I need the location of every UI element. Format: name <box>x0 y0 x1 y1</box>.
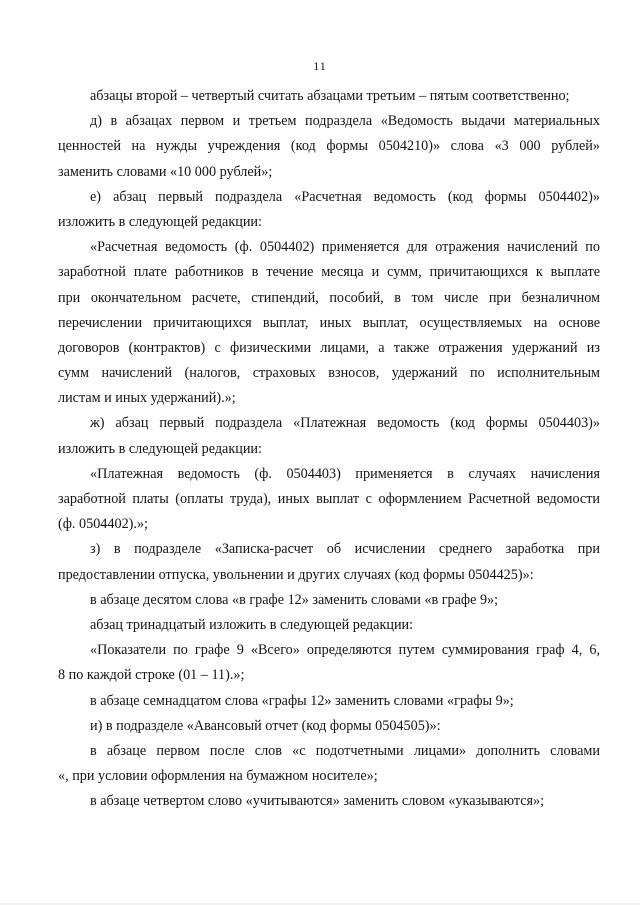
text-line: изложить в следующей редакции: <box>58 440 262 457</box>
text-line: предоставлении отпуска, увольнении и других случаях (код формы 0504425)»: <box>58 566 534 583</box>
text-line: и) в подразделе «Авансовый отчет (код формы 0504505)»: <box>90 717 441 734</box>
text-line: изложить в следующей редакции: <box>58 213 262 230</box>
text-line: перечислении причитающихся выплат, иных выплат, осуществляемых на основе <box>58 314 600 331</box>
text-line: ценностей на нужды учреждения (код формы 0504210)» слова «3 000 рублей» <box>58 138 600 155</box>
text-line: д) в абзацах первом и третьем подраздела «Ведомость выдачи материальных <box>90 113 600 130</box>
text-line: абзацы второй – четвертый считать абзацами третьим – пятым соответственно; <box>90 88 570 104</box>
text-line: «Показатели по графе 9 «Всего» определяются путем суммирования граф 4, 6, <box>90 642 600 659</box>
text-line: з) в подразделе «Записка-расчет об исчислении среднего заработка при <box>90 541 600 558</box>
text-line: сумм начислений (налогов, страховых взносов, удержаний по исполнительным <box>58 365 600 382</box>
text-line: заменить словами «10 000 рублей»; <box>58 163 273 180</box>
page-number: 11 <box>313 59 327 73</box>
text-line: заработной плате работников в течение месяца и сумм, причитающихся к выплате <box>58 264 600 281</box>
text-line: в абзаце первом после слов «с подотчетными лицами» дополнить словами <box>90 742 600 759</box>
text-line: в абзаце четвертом слово «учитываются» заменить словом «указываются»; <box>90 793 545 810</box>
text-line: при окончательном расчете, стипендий, пособий, в том числе при безналичном <box>58 289 600 306</box>
text-line: заработной платы (оплаты труда), иных выплат с оформлением Расчетной ведомости <box>58 491 600 507</box>
text-line: «, при условии оформления на бумажном носителе»; <box>58 768 378 785</box>
text-line: в абзаце десятом слова «в графе 12» заменить словами «в графе 9»; <box>90 591 499 608</box>
text-line: договоров (контрактов) с физическими лицами, а также отражения удержаний из <box>58 339 600 356</box>
text-line: е) абзац первый подраздела «Расчетная ведомость (код формы 0504402)» <box>90 188 600 205</box>
text-line: 8 по каждой строке (01 – 11).»; <box>58 667 245 684</box>
text-line: «Платежная ведомость (ф. 0504403) применяется в случаях начисления <box>90 465 600 482</box>
document-body <box>58 84 600 814</box>
text-line: абзац тринадцатый изложить в следующей редакции: <box>90 616 414 633</box>
text-line: листам и иных удержаний).»; <box>58 390 236 407</box>
text-line: ж) абзац первый подраздела «Платежная ведомость (код формы 0504403)» <box>90 415 600 432</box>
text-line: в абзаце семнадцатом слова «графы 12» заменить словами «графы 9»; <box>90 692 514 709</box>
text-line: (ф. 0504402).»; <box>58 516 148 533</box>
text-line: «Расчетная ведомость (ф. 0504402) применяется для отражения начислений по <box>90 239 600 256</box>
